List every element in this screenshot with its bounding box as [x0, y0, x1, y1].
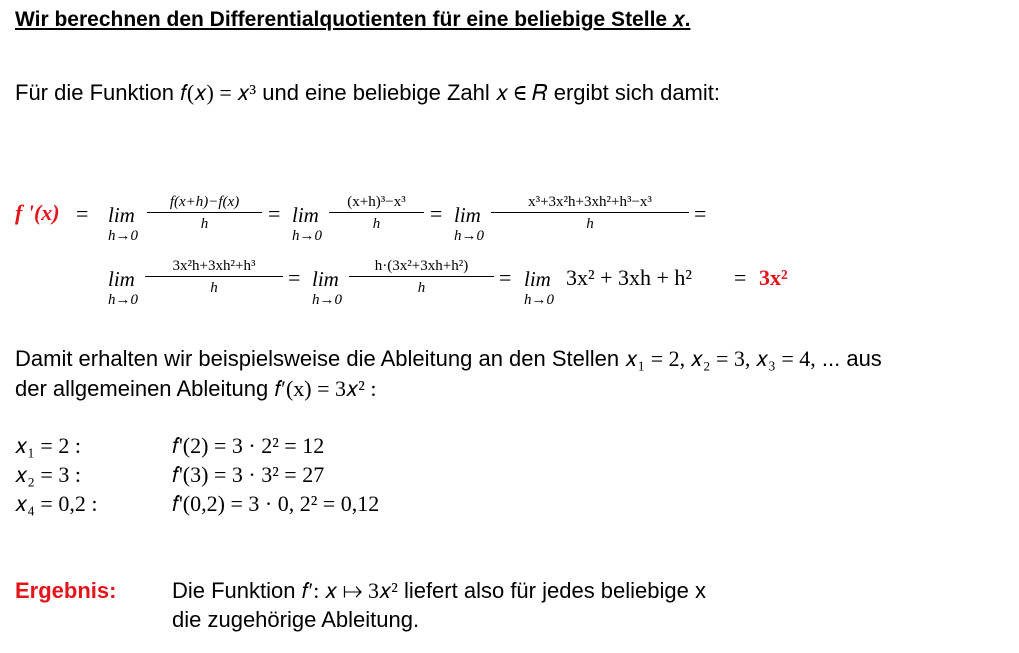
general-derivative: 𝑓′(x) = 3𝑥² : [274, 376, 377, 401]
limit-operator [524, 268, 554, 308]
result-label: Ergebnis: [15, 578, 117, 603]
limit-subscript: h→0 [454, 228, 484, 244]
equals-sign: = [499, 265, 512, 290]
intro-text-2: und eine beliebige Zahl [262, 80, 490, 105]
equals-sign: = [268, 201, 281, 226]
intro-line [15, 80, 720, 106]
intro-text-1: Für die Funktion [15, 80, 174, 105]
derivative-result: 3x² [759, 265, 788, 290]
equals-sign: = [288, 265, 301, 290]
paragraph-text: Damit erhalten wir beispielsweise die Ableitung an den Stellen [15, 346, 620, 371]
limit-word: lim [312, 267, 339, 291]
paragraph-line-1 [15, 346, 882, 372]
intro-function: 𝑓(𝑥) = 𝑥³ [180, 80, 257, 105]
fraction-denominator: h [210, 280, 218, 296]
page-title: Wir berechnen den Differentialquotienten für eine beliebige Stelle 𝑥. [15, 8, 691, 31]
result-text: Die Funktion [172, 578, 296, 603]
limit-operator [312, 268, 342, 308]
fraction-denominator: h [586, 216, 594, 232]
result-mapping: 𝑓′: 𝑥 ↦ 3𝑥² [301, 578, 398, 603]
example-value: 𝑓'(3) = 3 · 3² = 27 [172, 462, 325, 487]
fraction-binomial [329, 193, 424, 233]
fraction-denominator: h [372, 216, 381, 232]
fraction-numerator: (x+h)³−x³ [347, 194, 406, 210]
fraction-denominator: h [417, 280, 426, 296]
limit-word: lim [108, 203, 135, 227]
equals-sign: = [734, 265, 747, 290]
fraction-factored [349, 257, 494, 297]
fraction-simplified [145, 257, 283, 297]
limit-word: lim [524, 267, 551, 291]
paragraph-text-end: ... aus [821, 346, 882, 371]
fraction-expanded [491, 193, 689, 233]
fraction-difference-quotient [147, 193, 262, 233]
intro-text-3: ergibt sich damit: [553, 80, 720, 105]
paragraph-text: der allgemeinen Ableitung [15, 376, 269, 401]
fraction-denominator: h [200, 216, 209, 232]
sample-points: 𝑥₁ = 2, 𝑥₂ = 3, 𝑥₃ = 4, [625, 346, 816, 371]
equals-sign: = [76, 201, 89, 226]
limit-subscript: h→0 [108, 292, 138, 308]
fraction-numerator: x³+3x²h+3xh²+h³−x³ [528, 194, 652, 210]
limit-word: lim [108, 267, 135, 291]
result-line-2: die zugehörige Ableitung. [172, 607, 420, 632]
fraction-numerator: f(x+h)−f(x) [169, 194, 240, 210]
limit-subscript: h→0 [292, 228, 322, 244]
limit-operator [108, 268, 138, 308]
paragraph-line-2 [15, 376, 377, 402]
limit-operator [108, 204, 138, 244]
limit-subscript: h→0 [524, 292, 554, 308]
example-point: 𝑥₂ = 3 : [15, 462, 81, 487]
result-text: liefert also für jedes beliebige x [403, 578, 706, 603]
equals-sign: = [694, 201, 707, 226]
limit-expression: 3x² + 3xh + h² [566, 265, 693, 290]
limit-operator [454, 204, 484, 244]
limit-operator [292, 204, 322, 244]
limit-subscript: h→0 [108, 228, 138, 244]
derivative-lhs: f '(x) [15, 200, 60, 225]
example-point: 𝑥₁ = 2 : [15, 433, 81, 458]
fraction-numerator: 3x²h+3xh²+h³ [172, 258, 256, 274]
result-line-1 [172, 578, 706, 604]
example-point: 𝑥₄ = 0,2 : [15, 491, 98, 516]
example-value: 𝑓'(2) = 3 · 2² = 12 [172, 433, 325, 458]
equals-sign: = [430, 201, 443, 226]
intro-domain: 𝑥 ∈ 𝑅 [495, 80, 548, 105]
limit-word: lim [454, 203, 481, 227]
example-value: 𝑓'(0,2) = 3 · 0, 2² = 0,12 [172, 491, 380, 516]
limit-word: lim [292, 203, 319, 227]
limit-subscript: h→0 [312, 292, 342, 308]
fraction-numerator: h·(3x²+3xh+h²) [374, 258, 469, 274]
